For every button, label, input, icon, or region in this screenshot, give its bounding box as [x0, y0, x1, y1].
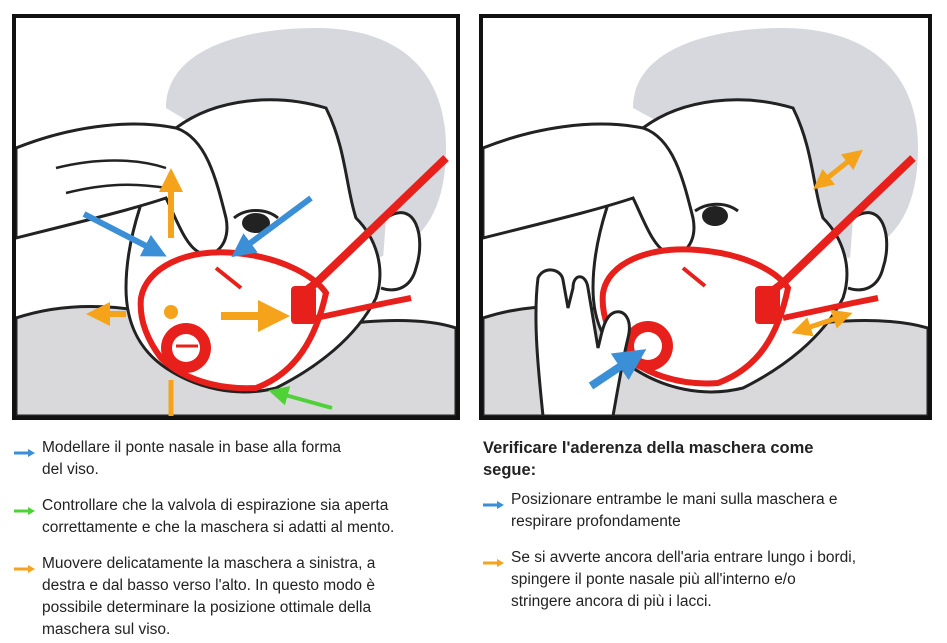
heading-line: Verificare l'aderenza della maschera come	[483, 439, 814, 457]
ear-shape	[848, 213, 887, 290]
legend-item-move-mask	[14, 553, 464, 641]
legend-item-nose-bridge	[14, 437, 464, 481]
heading-line: segue:	[483, 461, 537, 479]
ear-shape	[381, 213, 420, 290]
green-arrow-icon	[14, 495, 42, 523]
legend-line: Controllare che la valvola di espirazione sia aperta	[42, 497, 389, 514]
legend-text	[42, 553, 375, 641]
legend-line: Modellare il ponte nasale in base alla forma	[42, 439, 341, 456]
legend-line: spingere il ponte nasale più all'interno e/o	[511, 571, 796, 588]
legend-right	[483, 437, 933, 613]
orange-arrow-icon	[483, 547, 511, 575]
legend-heading	[483, 437, 933, 481]
legend-line: destra e dal basso verso l'alto. In questo modo è	[42, 577, 375, 594]
legend-line: respirare profondamente	[511, 513, 681, 530]
hand-top-shape	[483, 124, 694, 254]
legend-line: maschera sul viso.	[42, 621, 171, 638]
orange-arrow-icon	[14, 553, 42, 581]
legend-line: del viso.	[42, 461, 99, 478]
legend-text	[42, 437, 341, 481]
illustration-right-svg	[483, 18, 928, 416]
illustration-check-fit	[479, 14, 932, 420]
legend-line: Muovere delicatamente la maschera a sinistra, a	[42, 555, 376, 572]
legend-item-valve-check	[14, 495, 464, 539]
legend-text	[511, 489, 838, 533]
legend-line: Posizionare entrambe le mani sulla maschera e	[511, 491, 838, 508]
blue-arrow-icon	[14, 437, 42, 465]
illustration-adjust-mask	[12, 14, 460, 420]
blue-arrow-icon	[483, 489, 511, 517]
legend-line: correttamente e che la maschera si adatti al mento.	[42, 519, 395, 536]
eye-shape	[702, 206, 728, 226]
legend-item-air-leak	[483, 547, 933, 613]
illustration-left-svg	[16, 18, 456, 416]
legend-line: stringere ancora di più i lacci.	[511, 593, 712, 610]
legend-item-hands	[483, 489, 933, 533]
legend-line: possibile determinare la posizione ottimale della	[42, 599, 372, 616]
legend-text	[511, 547, 856, 613]
legend-left	[14, 437, 464, 641]
legend-text	[42, 495, 394, 539]
legend-line: Se si avverte ancora dell'aria entrare lungo i bordi,	[511, 549, 857, 566]
